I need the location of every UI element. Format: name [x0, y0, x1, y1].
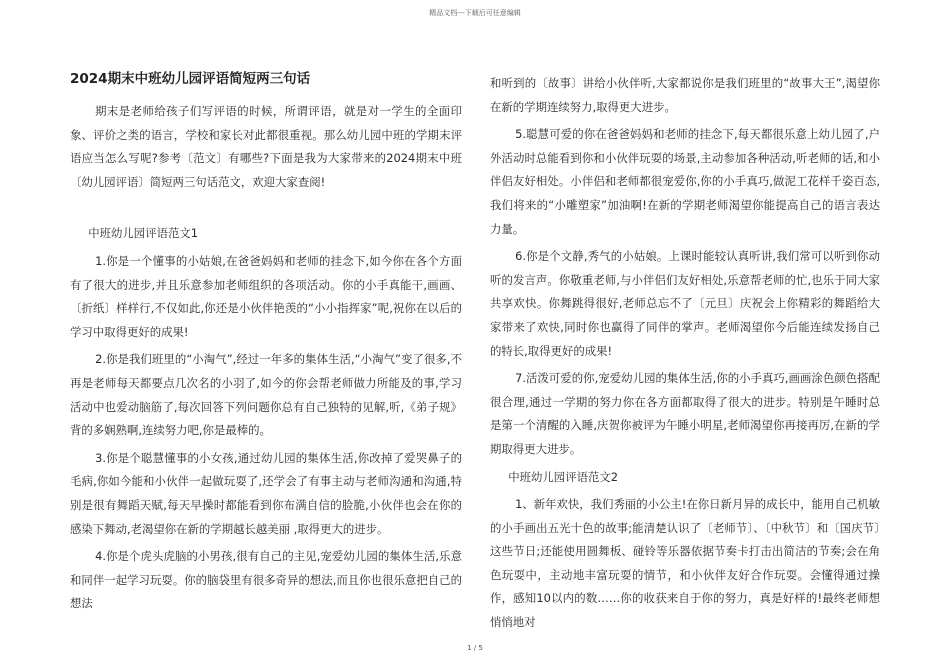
list-item: 5.聪慧可爱的你在爸爸妈妈和老师的挂念下,每天都很乐意上幼儿园了,户外活动时总能看到你和小伙伴玩耍的场景,主动参加各种活动,听老师的话,和小伴侣友好相处。小伴侣和老师都很宠爱你,你的小手真巧,做泥工花样千姿百态,我们将来的“小雕塑家”加油啊!在新的学期老师渴望你能提高自己的语言表达力量。	[490, 127, 880, 236]
page-number: 1 / 5	[467, 644, 483, 652]
list-item: 2.你是我们班里的“小淘气”,经过一年多的集体生活,“小淘气”变了很多,不再是老师每天都要点几次名的小羽了,如今的你会帮老师做力所能及的事,学习活动中也爱动脑筋了,每次回答下列问题你总有自己独特的见解,听,《弟子规》背的多娴熟啊,连续努力吧,你是最棒的。	[70, 352, 462, 438]
list-item: 4.你是个虎头虎脑的小男孩,很有自己的主见,宠爱幼儿园的集体生活,乐意和同伴一起学习玩耍。你的脑袋里有很多奇异的想法,而且你也很乐意把自己的想法	[70, 549, 462, 611]
list-item: 1.你是一个懂事的小姑娘,在爸爸妈妈和老师的挂念下,如今你在各个方面有了很大的进步,并且乐意参加老师组织的各项活动。你的小手真能干,画画、〔折纸〕样样行,不仅如此,你还是小伙伴艳羡的“小小指挥家”呢,祝你在以后的学习中取得更好的成果!	[70, 253, 462, 339]
intro-paragraph: 期末是老师给孩子们写评语的时候，所谓评语，就是对一学生的全面印象、评价之类的语言，学校和家长对此都很重视。那么幼儿园中班的学期末评语应当怎么写呢?参考〔范文〕有哪些?下面是我为大家带来的2024期末中班〔幼儿园评语〕简短两三句话范文，欢迎大家查阅!	[70, 104, 462, 189]
list-item: 1、新年欢快，我们秀丽的小公主!在你日新月异的成长中，能用自己机敏的小手画出五光十色的故事;能清楚认识了〔老师节〕、〔中秋节〕和〔国庆节〕这些节日;还能使用圆舞板、碰铃等乐器依据节奏卡打击出简洁的节奏;会在角色玩耍中，主动地丰富玩耍的情节，和小伙伴友好合作玩耍。会懂得通过操作，感知10以内的数……你的收获来自于你的努力，真是好样的!最终老师想悄悄地对	[490, 497, 881, 630]
section1-heading: 中班幼儿园评语范文1	[88, 226, 198, 241]
section2-heading: 中班幼儿园评语范文2	[508, 469, 618, 484]
document-title: 2024期末中班幼儿园评语简短两三句话	[70, 71, 311, 87]
left-column	[70, 70, 462, 620]
list-item: 3.你是个聪慧懂事的小女孩,通过幼儿园的集体生活,你改掉了爱哭鼻子的毛病,你如今能和小伙伴一起做玩耍了,还学会了有事主动与老师沟通和沟通,特别是很有舞蹈天赋,每天早操时都能看到你布满自信的脸脆,小伙伴也会在你的感染下舞动,老渴望你在新的学期越长越美丽 ,取得更大的进步。	[70, 450, 462, 536]
right-column	[490, 72, 880, 639]
list-item: 6.你是个文静,秀气的小姑娘。上课时能较认真听讲,我们常可以听到你动听的发言声。你敬重老师,与小伴侣们友好相处,乐意帮老师的忙,也乐于同大家共享欢快。你舞跳得很好,老师总忘不了〔元旦〕庆祝会上你精彩的舞蹈给大家带来了欢快,同时你也赢得了同伴的掌声。老师渴望你今后能连续发扬自己的特长,取得更好的成果!	[490, 249, 880, 358]
page-header: 精品文档---下载后可任意编辑	[429, 9, 521, 17]
list-item: 7.活泼可爱的你,宠爱幼儿园的集体生活,你的小手真巧,画画涂色颜色搭配很合理,通过一学期的努力你在各方面都取得了很大的进步。特别是午睡时总是第一个清醒的入睡,庆贺你被评为午睡小明星,老师渴望你再接再厉,在新的学期取得更大进步。	[490, 371, 880, 456]
continued-paragraph: 和听到的〔故事〕讲给小伙伴听,大家都说你是我们班里的“故事大王”,渴望你在新的学期连续努力,取得更大进步。	[490, 76, 880, 114]
spacer	[70, 198, 462, 222]
